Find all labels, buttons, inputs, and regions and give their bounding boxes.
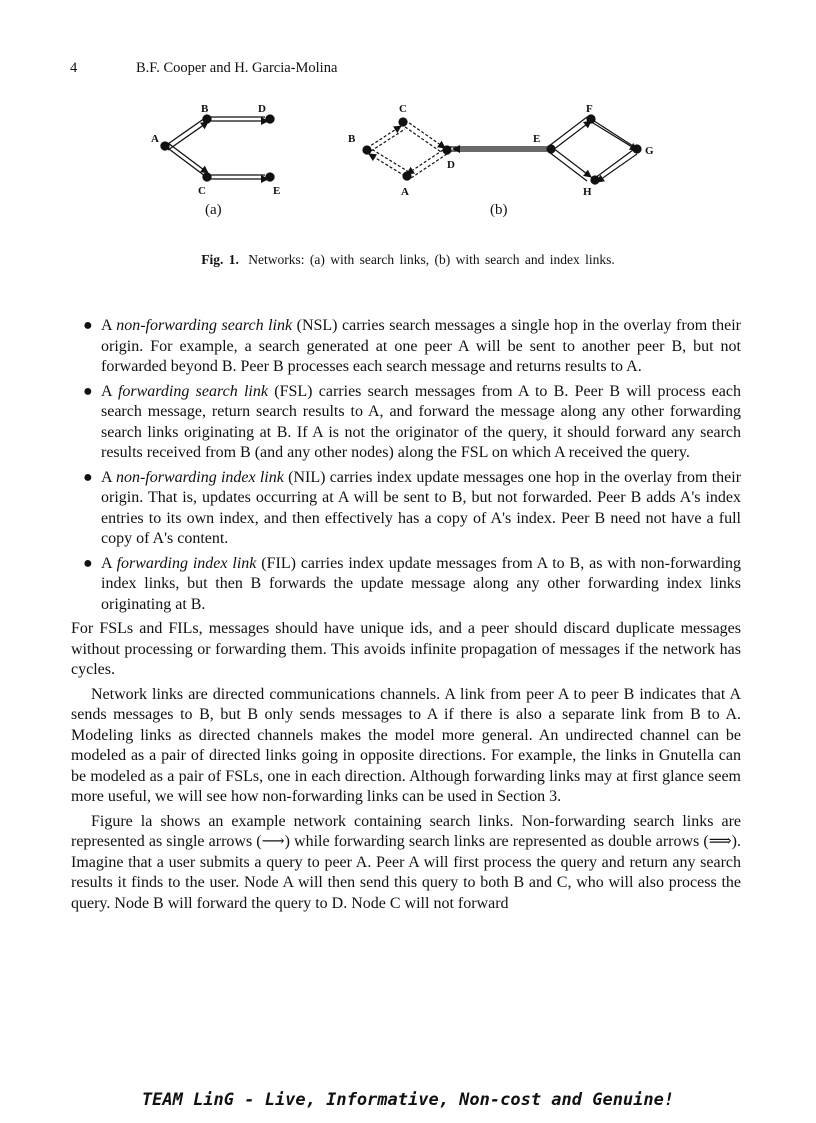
panel-a-label: (a) [205,202,222,218]
item-pre: A [101,468,116,486]
panel-b [363,115,641,184]
item-pre: A [101,317,117,334]
node-d: D [258,103,266,115]
list-item [71,468,741,550]
network-diagram [135,98,675,228]
bullet-icon: ● [83,468,93,486]
paragraph-figure-example: Figure la shows an example network containing search links. Non-forwarding search links are represented as single arrows (⟶) while forwarding search links are represented as double arrows (⟹). Imagine that a user submits a query to peer A. Peer A will first process the query and return any search results it finds to the user. Node A will then send this query to both B and C, who will also process the query. Node B will forward the query to D. Node C will not forward [71,812,741,912]
paragraph-unique-ids: For FSLs and FILs, messages should have unique ids, and a peer should discard duplicate messages without processing or forwarding them. This avoids infinite propagation of messages if the network has cycles. [71,620,741,678]
panel-b-label: (b) [490,202,508,218]
item-text: carries search messages a single hop in the overlay from their origin. For example, a search generated at one peer A will be sent to another peer B, but not forwarded beyond B. Peer B processes each search message and returns results to A. [101,317,742,375]
header-authors: B.F. Cooper and H. Garcia-Molina [136,60,338,76]
caption-label: Fig. 1. [201,252,239,267]
panel-a [161,115,274,181]
item-pre: A [101,554,117,572]
list-item [71,316,741,378]
item-abbr: (NIL) [283,468,326,486]
node-a: A [151,133,159,145]
link-types-list [71,316,741,615]
item-abbr: (FSL) [267,382,313,400]
item-term: forwarding search link [117,382,268,400]
node-c: C [198,185,206,197]
bullet-icon: ● [83,382,93,400]
item-term: non-forwarding index link [115,468,284,486]
node-b-g: G [645,145,654,157]
caption-text: Networks: (a) with search links, (b) with search and index links. [248,252,615,267]
node-b: B [201,103,209,115]
figure-1 [135,98,675,228]
page-number: 4 [70,60,78,76]
bullet-icon: ● [83,554,93,572]
node-b-d: D [447,159,455,171]
figure-caption [0,252,816,268]
paragraph-directed-links: Network links are directed communications channels. A link from peer A to peer B indicates that A sends messages to B, but B only sends messages to A if there is also a separate link from B to A. Modeling links as directed channels makes the model more general. An undirected channel can be modeled as a pair of directed links going in opposite directions. For example, the links in Gnutella can be modeled as a pair of FSLs, one in each direction. Although forwarding links may at first glance seem more useful, we will see how non-forwarding links can be used in Section 3. [71,685,741,805]
item-abbr: (NSL) [292,317,338,334]
footer-watermark: TEAM LinG - Live, Informative, Non-cost and Genuine! [141,1090,675,1110]
item-abbr: (FIL) [256,554,296,572]
list-item [71,554,741,616]
item-text: carries search messages from A to B. Peer B will process each search message, return search results to A, and forward the message along any other forwarding search links originating at B. If A is not the originator of the query, it should forward any search results received from B (and any other nodes) along the FSL on which A received the query. [101,382,742,461]
item-text: carries index update messages from A to B, as with non-forwarding index links, but then B forwards the update message along any other forwarding index links originating at B. [101,554,742,613]
running-header [70,60,337,77]
item-text: carries index update messages one hop in the overlay from their origin. That is, updates occurring at A will be sent to B, but not forwarded. Peer B adds A's index entries to its own index, and then effectively has a copy of A's index. Peer B need not have a full copy of A's content. [101,468,742,547]
node-b-f: F [586,103,593,115]
node-e: E [273,185,281,197]
node-b-h: H [583,186,592,198]
list-item [71,382,741,464]
node-b-a: A [401,186,409,198]
item-pre: A [101,382,118,400]
item-term: forwarding index link [116,554,257,572]
body-text [71,316,741,914]
bullet-icon: ● [83,317,93,334]
item-term: non-forwarding search link [116,317,293,334]
node-b-e: E [533,133,541,145]
node-b-b: B [348,133,356,145]
node-b-c: C [399,103,407,115]
